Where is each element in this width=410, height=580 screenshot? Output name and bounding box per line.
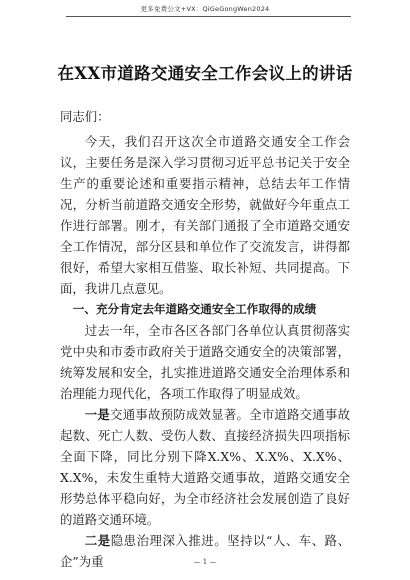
header-banner: 更多免费公文+VX：QiGeGongWen2024 — [140, 5, 270, 13]
opening-paragraph: 今天，我们召开这次全市道路交通安全工作会议，主要任务是深入学习贯彻习近平总书记关于安全生产的重要论述和重要指示精神，总结去年工作情况，分析当前道路交通安全形势，就做好今年重点工作进行部署。刚才，有关部门通报了全市道路交通安全工作情况，部分区县和单位作了交流发言，讲得都很好，希望大家相互借鉴、取长补短、共同提高。下面，我讲几点意见。 — [60, 134, 350, 296]
page-number: — 1 — — [193, 558, 217, 566]
point-one-text: 交通事故预防成效显著。全市道路交通事故起数、死亡人数、受伤人数、直接经济损失四项指标全面下降，同比分别下降X.X%、X.X%、X.X%、X.X%，未发生重特大道路交通事故，道路交通安全形势总体平稳向好，为全市经济社会发展创造了良好的道路交通环境。 — [60, 407, 350, 527]
point-one-paragraph — [60, 404, 350, 530]
section-heading: 一、充分肯定去年道路交通安全工作取得的成绩 — [72, 302, 317, 316]
document-title: 在XX市道路交通安全工作会议上的讲话 — [57, 64, 353, 83]
section-intro-paragraph: 过去一年，全市各区各部门各单位认真贯彻落实党中央和市委市政府关于道路交通安全的决策部署，统筹发展和安全，扎实推进道路交通安全治理体系和治理能力现代化，各项工作取得了明显成效。 — [60, 323, 350, 401]
point-two-text: 隐患治理深入推进。坚持以“人、车、路、企”为重 — [60, 533, 350, 569]
salutation: 同志们： — [60, 109, 110, 124]
point-one-lead: 一是 — [84, 407, 111, 422]
point-two-lead: 二是 — [84, 533, 111, 548]
header-divider — [66, 16, 351, 17]
document-body — [60, 100, 350, 572]
